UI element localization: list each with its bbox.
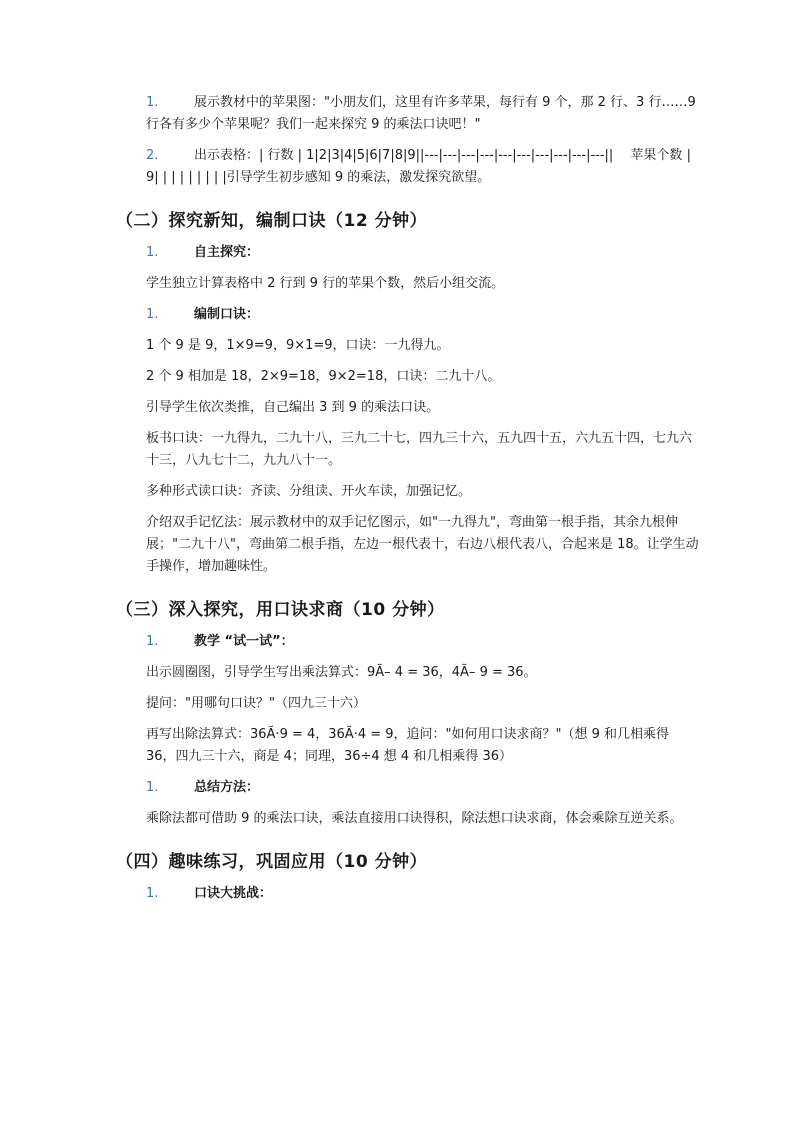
list-item [116,145,700,189]
section-heading: （二）探究新知，编制口诀（12 分钟） [116,211,428,231]
list-item [116,883,700,905]
list-number: 1. [146,95,159,110]
list-text: 教学 “试一试”： [194,634,294,649]
paragraph: 提问："用哪句口诀？"（四九三十六） [146,696,366,711]
list-text: 编制口诀： [194,307,260,322]
paragraph: 引导学生依次类推，自己编出 3 到 9 的乘法口诀。 [146,400,440,415]
list-text: 展示教材中的苹果图："小朋友们，这里有许多苹果，每行有 9 个，那 2 行、3 行……9 行各有多少个苹果呢？我们一起来探究 9 的乘法口诀吧！" [146,95,696,132]
list-item [116,304,700,326]
list-text: 自主探究： [194,245,260,260]
list-number: 1. [146,886,159,901]
list-item [116,242,700,264]
paragraph: 介绍双手记忆法：展示教材中的双手记忆图示，如"一九得九"，弯曲第一根手指，其余九根伸展；"二九十八"，弯曲第二根手指，左边一根代表十，右边八根代表八，合起来是 18。让学生动手操作，增加趣味性。 [146,515,699,574]
section-heading: （三）深入探究，用口诀求商（10 分钟） [116,600,445,620]
paragraph: 2 个 9 相加是 18，2×9=18，9×2=18，口诀：二九十八。 [146,369,501,384]
paragraph: 1 个 9 是 9，1×9=9，9×1=9，口诀：一九得九。 [146,338,450,353]
document-content [116,92,700,905]
list-item [116,631,700,653]
section-heading: （四）趣味练习，巩固应用（10 分钟） [116,852,428,872]
paragraph: 出示圆圈图，引导学生写出乘法算式：9Ã– 4 = 36，4Ã– 9 = 36。 [146,665,537,680]
list-number: 1. [146,245,159,260]
paragraph: 多种形式读口诀：齐读、分组读、开火车读，加强记忆。 [146,484,472,499]
list-number: 1. [146,780,159,795]
list-item [116,777,700,799]
list-text: 出示表格：| 行数 | 1|2|3|4|5|6|7|8|9||---|---|---|---|---|---|---|---|---|---|| 苹果个数 | 9| | | | | | | | |引导学生初步感知 9 的乘法，激发探究欲望。 [146,148,691,185]
paragraph: 学生独立计算表格中 2 行到 9 行的苹果个数，然后小组交流。 [146,276,505,291]
paragraph: 板书口诀：一九得九，二九十八，三九二十七，四九三十六，五九四十五，六九五十四，七九六十三，八九七十二，九九八十一。 [146,431,693,468]
list-number: 1. [146,307,159,322]
list-number: 2. [146,148,159,163]
list-item [116,92,700,136]
list-text: 总结方法： [194,780,260,795]
list-number: 1. [146,634,159,649]
paragraph: 乘除法都可借助 9 的乘法口诀，乘法直接用口诀得积，除法想口诀求商，体会乘除互逆关系。 [146,811,683,826]
paragraph: 再写出除法算式：36Ã·9 = 4，36Ã·4 = 9，追问："如何用口诀求商？"（想 9 和几相乘得 36，四九三十六，商是 4；同理，36÷4 想 4 和几相乘得 36） [146,727,670,764]
list-text: 口诀大挑战： [194,886,273,901]
